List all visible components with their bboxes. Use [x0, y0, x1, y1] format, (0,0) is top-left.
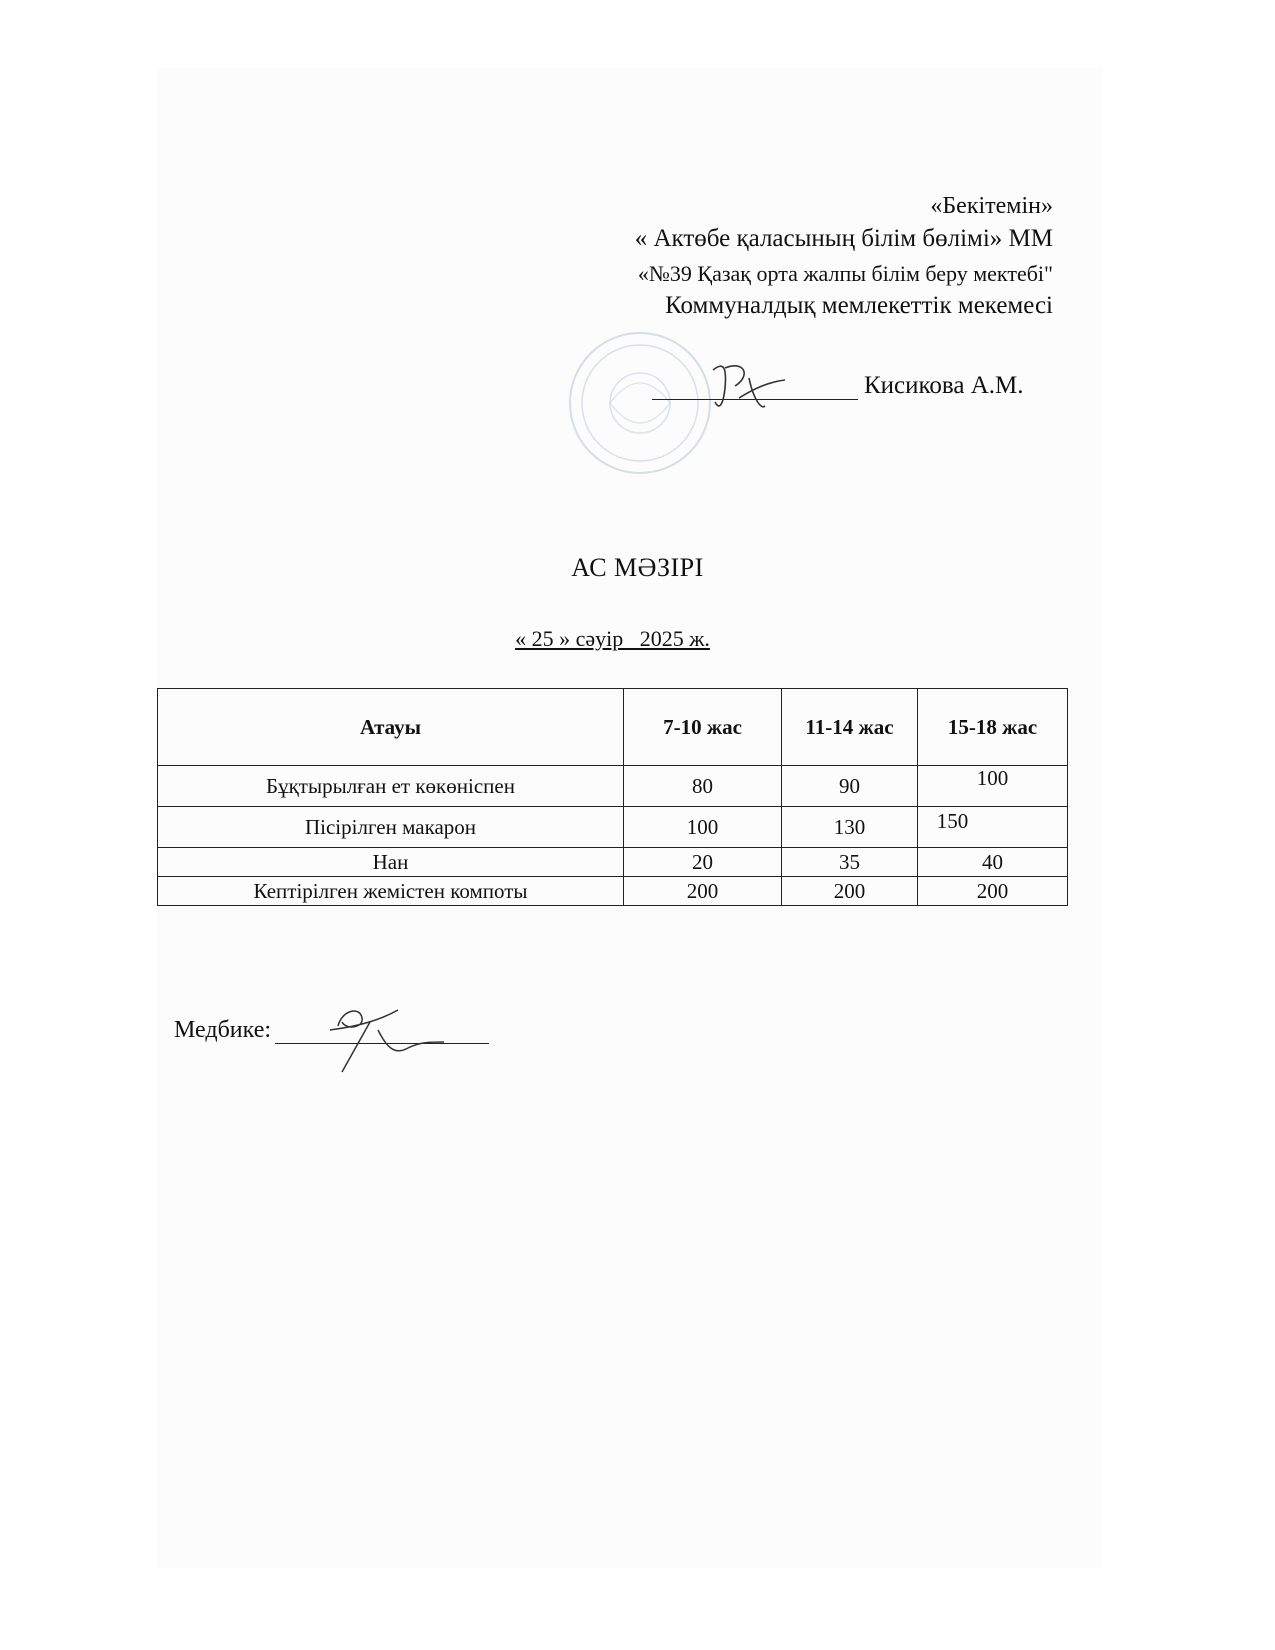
column-header-age-15-18: 15-18 жас: [918, 689, 1068, 766]
column-header-age-11-14: 11-14 жас: [782, 689, 918, 766]
table-row: [158, 807, 1068, 848]
portion-value: 150: [936, 808, 969, 833]
approval-line-1: «Бекітемін»: [930, 193, 1053, 219]
approval-line-4: Коммуналдық мемлекеттік мекемесі: [665, 292, 1053, 319]
portion-cell: 90: [782, 766, 918, 807]
portion-cell: 20: [624, 848, 782, 877]
portion-value: 100: [976, 765, 1009, 790]
nurse-signature: [320, 1000, 460, 1080]
portion-cell: 80: [624, 766, 782, 807]
portion-cell: 200: [624, 877, 782, 906]
portion-cell: [918, 766, 1068, 807]
menu-table: [157, 688, 1068, 906]
table-row: [158, 848, 1068, 877]
table-row: [158, 766, 1068, 807]
approval-line-3: «№39 Қазақ орта жалпы білім беру мектебі": [637, 261, 1053, 286]
portion-cell: 130: [782, 807, 918, 848]
page-title: АС МӘЗІРІ: [571, 553, 704, 582]
signer-name: Кисикова А.М.: [864, 372, 1024, 399]
approval-line-2: « Актөбе қаласының білім бөлімі» ММ: [634, 225, 1053, 252]
menu-date: « 25 » сәуір 2025 ж.: [515, 626, 710, 651]
portion-cell: 200: [918, 877, 1068, 906]
table-row: [158, 877, 1068, 906]
portion-cell: 100: [624, 807, 782, 848]
dish-name: Нан: [158, 848, 624, 877]
portion-cell: 40: [918, 848, 1068, 877]
official-stamp: [565, 328, 715, 478]
portion-cell: [918, 807, 1068, 848]
column-header-age-7-10: 7-10 жас: [624, 689, 782, 766]
approval-block: [635, 194, 1053, 318]
dish-name: Кептірілген жемістен компоты: [158, 877, 624, 906]
director-signature: [705, 358, 795, 418]
dish-name: Бұқтырылған ет көкөніспен: [158, 766, 624, 807]
table-header-row: [158, 689, 1068, 766]
portion-cell: 200: [782, 877, 918, 906]
dish-name: Пісірілген макарон: [158, 807, 624, 848]
portion-cell: 35: [782, 848, 918, 877]
nurse-label: Медбике:: [174, 1017, 272, 1043]
column-header-name: Атауы: [158, 689, 624, 766]
